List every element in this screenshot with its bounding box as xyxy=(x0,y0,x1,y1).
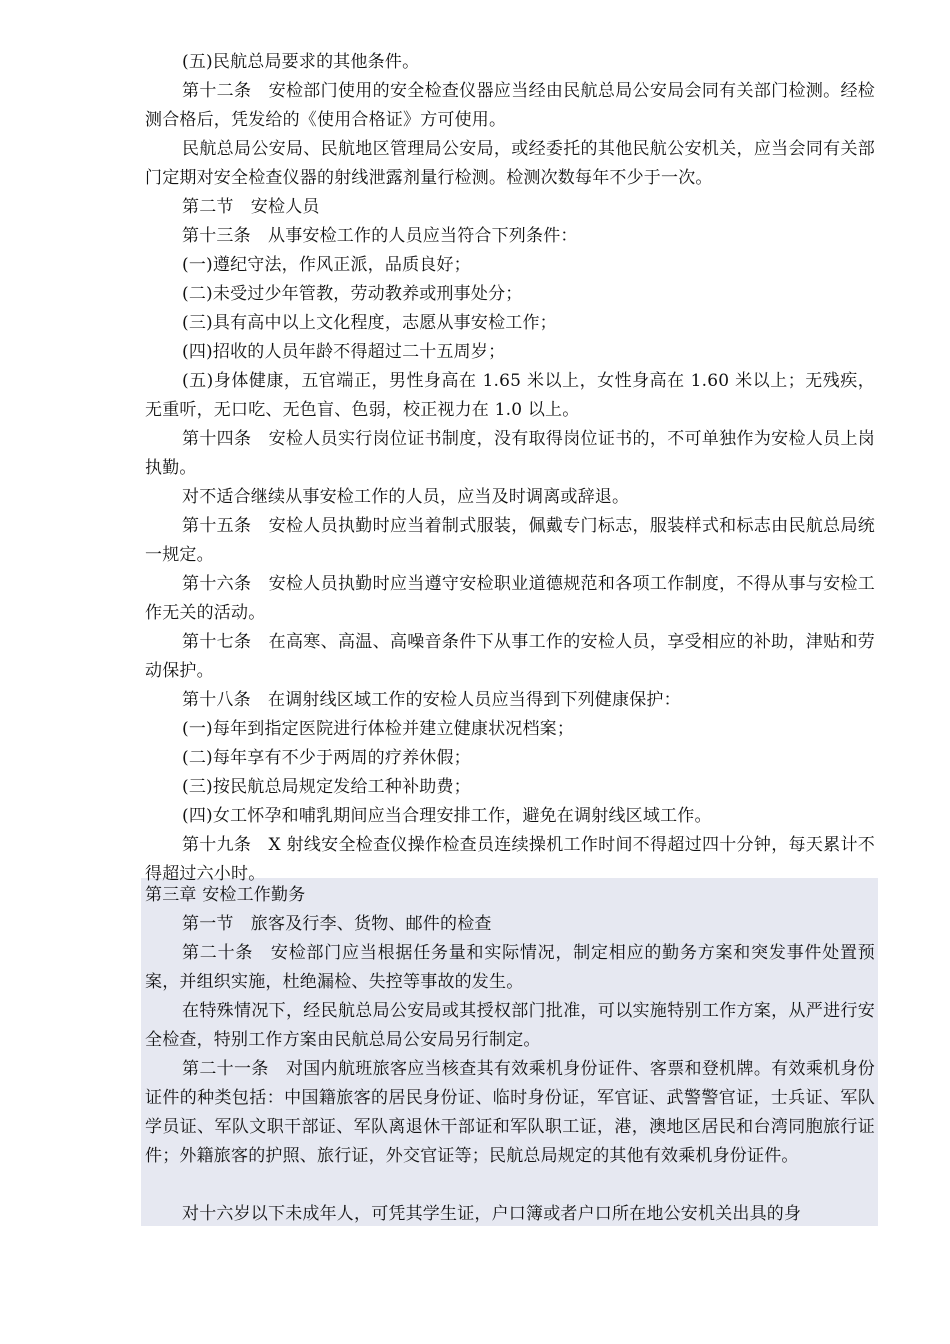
paragraph-article-20: 第二十条 安检部门应当根据任务量和实际情况，制定相应的勤务方案和突发事件处置预案，并组织实施，杜绝漏检、失控等事故的发生。 xyxy=(145,943,875,992)
paragraph-article-13: 第十三条 从事安检工作的人员应当符合下列条件： xyxy=(182,226,578,246)
paragraph-item-5-other-conditions: (五)民航总局要求的其他条件。 xyxy=(182,52,420,72)
list-item-1: (一)遵纪守法，作风正派，品质良好； xyxy=(182,255,471,275)
health-item-4: (四)女工怀孕和哺乳期间应当合理安排工作，避免在调射线区域工作。 xyxy=(182,806,712,826)
health-item-1: (一)每年到指定医院进行体检并建立健康状况档案； xyxy=(182,719,575,739)
paragraph-periodic-testing: 民航总局公安局、民航地区管理局公安局，或经委托的其他民航公安机关，应当会同有关部门定期对安全检查仪器的射线泄露剂量行检测。检测次数每年不少于一次。 xyxy=(145,139,875,188)
paragraph-article-19: 第十九条 X 射线安全检查仪操作检查员连续操机工作时间不得超过四十分钟，每天累计不得超过六小时。 xyxy=(145,835,875,884)
paragraph-article-15: 第十五条 安检人员执勤时应当着制式服装，佩戴专门标志，服装样式和标志由民航总局统一规定。 xyxy=(145,516,875,565)
paragraph-article-18: 第十八条 在调射线区域工作的安检人员应当得到下列健康保护： xyxy=(182,690,681,710)
chapter-heading-3: 第三章 安检工作勤务 xyxy=(145,885,306,905)
paragraph-article-16: 第十六条 安检人员执勤时应当遵守安检职业道德规范和各项工作制度，不得从事与安检工作无关的活动。 xyxy=(145,574,875,623)
paragraph-article-14: 第十四条 安检人员实行岗位证书制度，没有取得岗位证书的，不可单独作为安检人员上岗执勤。 xyxy=(145,429,875,478)
list-item-2: (二)未受过少年管教，劳动教养或刑事处分； xyxy=(182,284,523,304)
health-item-2: (二)每年享有不少于两周的疗养休假； xyxy=(182,748,471,768)
paragraph-special-plan: 在特殊情况下，经民航总局公安局或其授权部门批准，可以实施特别工作方案，从严进行安全检查，特别工作方案由民航总局公安局另行制定。 xyxy=(145,1001,875,1050)
paragraph-article-17: 第十七条 在高寒、高温、高噪音条件下从事工作的安检人员，享受相应的补助，津贴和劳动保护。 xyxy=(145,632,875,681)
list-item-4: (四)招收的人员年龄不得超过二十五周岁； xyxy=(182,342,506,362)
health-item-3: (三)按民航总局规定发给工种补助费； xyxy=(182,777,471,797)
section-heading-inspection: 第一节 旅客及行李、货物、邮件的检查 xyxy=(182,914,492,934)
section-heading-security-staff: 第二节 安检人员 xyxy=(182,197,320,217)
list-item-3: (三)具有高中以上文化程度，志愿从事安检工作； xyxy=(182,313,557,333)
list-item-5: (五)身体健康，五官端正，男性身高在 1.65 米以上，女性身高在 1.60 米以上；无残疾，无重听，无口吃、无色盲、色弱，校正视力在 1.0 以上。 xyxy=(145,371,875,420)
paragraph-dismissal: 对不适合继续从事安检工作的人员，应当及时调离或辞退。 xyxy=(182,487,630,507)
paragraph-article-12: 第十二条 安检部门使用的安全检查仪器应当经由民航总局公安局会同有关部门检测。经检测合格后，凭发给的《使用合格证》方可使用。 xyxy=(145,81,875,130)
paragraph-article-21: 第二十一条 对国内航班旅客应当核查其有效乘机身份证件、客票和登机牌。有效乘机身份证件的种类包括：中国籍旅客的居民身份证、临时身份证，军官证、武警警官证，士兵证、军队学员证、军队文职干部证、军队离退休干部证和军队职工证，港，澳地区居民和台湾同胞旅行证件；外籍旅客的护照、旅行证，外交官证等；民航总局规定的其他有效乘机身份证件。 xyxy=(145,1059,875,1166)
paragraph-minors: 对十六岁以下未成年人，可凭其学生证，户口簿或者户口所在地公安机关出具的身 xyxy=(182,1204,802,1224)
